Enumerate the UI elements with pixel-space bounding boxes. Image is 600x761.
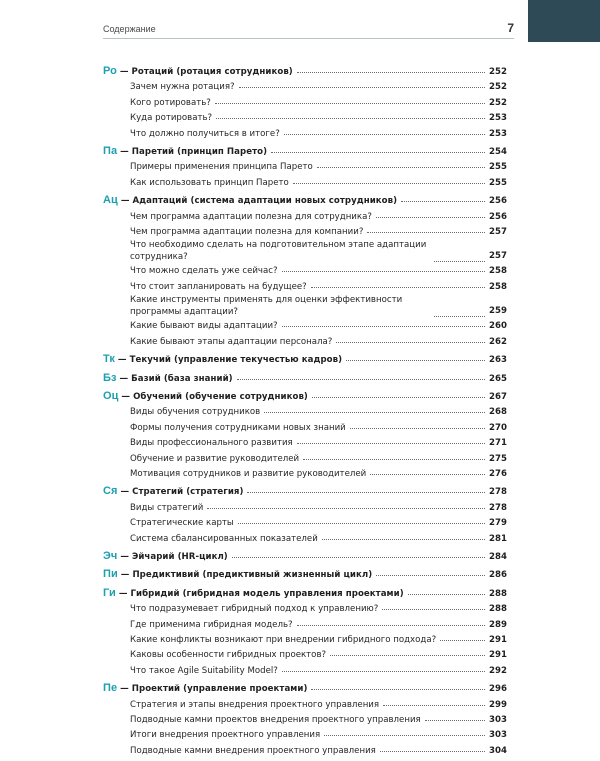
toc-subitem-row[interactable] [103, 663, 507, 678]
subitem-page-number: 262 [489, 336, 507, 347]
toc-section [103, 389, 507, 481]
subitem-title: Что должно получиться в итоге? [130, 128, 280, 139]
dot-leader [282, 662, 485, 672]
dash-separator: — [120, 551, 129, 562]
toc-subitem-row[interactable] [103, 334, 507, 349]
dot-leader [297, 63, 485, 73]
subitem-title: Как использовать принцип Парето [130, 177, 289, 188]
toc-subitem-row[interactable] [103, 420, 507, 435]
dot-leader [284, 125, 485, 135]
dot-leader [440, 631, 485, 641]
dot-leader [401, 192, 485, 202]
dot-leader [232, 548, 485, 558]
dot-leader [238, 514, 485, 524]
toc-subitem-row[interactable] [103, 79, 507, 94]
dot-leader [380, 742, 485, 752]
toc-chapter-row[interactable] [103, 352, 507, 367]
chapter-title: Адаптаций (система адаптации новых сотрудников) [132, 196, 398, 207]
subitem-page-number: 256 [489, 211, 507, 222]
toc-subitem-row[interactable] [103, 601, 507, 616]
dash-separator: — [120, 487, 130, 498]
subitem-title: Куда ротировать? [130, 113, 213, 124]
subitem-page-number: 288 [489, 604, 507, 615]
subitem-page-number: 278 [489, 502, 507, 513]
toc-subitem-row[interactable] [103, 279, 507, 294]
dash-separator: — [117, 355, 127, 366]
toc-subitem-row[interactable] [103, 435, 507, 450]
dash-separator: — [119, 373, 129, 384]
dot-leader [215, 94, 485, 104]
subitem-page-number: 291 [489, 650, 507, 661]
subitem-title: Стратегические карты [130, 518, 234, 529]
toc-section [103, 567, 507, 582]
dot-leader [383, 696, 485, 706]
dot-leader [317, 158, 485, 168]
dash-separator: — [119, 67, 129, 77]
toc-subitem-row[interactable] [103, 451, 507, 466]
chapter-abbr: Пи [103, 568, 118, 581]
dot-leader [297, 616, 485, 626]
toc-section [103, 144, 507, 190]
subitem-title: Какие инструменты применять для оценки эффективности программы адаптации? [130, 295, 403, 318]
subitem-title: Какие бывают виды адаптации? [130, 321, 278, 332]
chapter-title: Предиктивий (предиктивный жизненный цикл) [132, 570, 373, 581]
dot-leader [346, 351, 485, 361]
toc-chapter-row[interactable] [103, 567, 507, 582]
subitem-title: Обучение и развитие руководителей [130, 453, 300, 464]
chapter-label [103, 390, 308, 404]
toc-section [103, 352, 507, 367]
subitem-title: Каковы особенности гибридных проектов? [130, 650, 327, 661]
subitem-title: Зачем нужна ротация? [130, 82, 235, 93]
chapter-title: Гибридий (гибридная модель управления проектами) [130, 588, 404, 599]
chapter-page-number: 278 [489, 487, 507, 498]
subitem-title: Какие конфликты возникают при внедрении гибридного подхода? [130, 635, 437, 645]
subitem-title: Система сбалансированных показателей [130, 533, 318, 544]
subitem-title: Формы получения сотрудниками новых знаний [130, 422, 346, 433]
dash-separator: — [121, 391, 131, 402]
subitem-title: Чем программа адаптации полезна для сотрудника? [130, 211, 372, 222]
dot-leader [297, 434, 485, 444]
dot-leader [311, 278, 485, 288]
toc-subitem-row[interactable] [103, 531, 507, 546]
subitem-page-number: 281 [489, 533, 507, 544]
dot-leader [293, 174, 485, 184]
dot-leader [350, 419, 485, 429]
subitem-title: Стратегия и этапы внедрения проектного управления [130, 699, 380, 710]
chapter-abbr: Оц [103, 389, 119, 402]
dash-separator: — [120, 196, 130, 207]
subitem-title: Что такое Agile Suitability Model? [130, 665, 278, 676]
chapter-page-number: 263 [489, 355, 507, 366]
toc-subitem-row[interactable] [103, 110, 507, 125]
chapter-abbr: Бз [103, 371, 117, 384]
subitem-page-number: 252 [489, 97, 507, 108]
subitem-page-number: 268 [489, 407, 507, 418]
toc-chapter-row[interactable] [103, 64, 507, 79]
subitem-page-number: 260 [489, 321, 507, 332]
chapter-label [103, 485, 243, 499]
chapter-label [103, 550, 228, 564]
subitem-title: Что стоит запланировать на будущее? [130, 281, 307, 292]
chapter-abbr: Ся [103, 485, 118, 498]
toc-section [103, 484, 507, 546]
subitem-title: Что необходимо сделать на подготовительном этапе адаптации сотрудника? [130, 240, 427, 263]
chapter-label [103, 568, 372, 582]
toc-subitem-row[interactable] [103, 159, 507, 174]
subitem-title: Что можно сделать уже сейчас? [130, 266, 278, 277]
toc-subitem-row[interactable] [103, 515, 507, 530]
subitem-page-number: 258 [489, 266, 507, 277]
toc-subitem-row[interactable] [103, 175, 507, 190]
subitem-title: Что подразумевает гибридный подход к управлению? [130, 604, 379, 615]
subitem-title: Чем программа адаптации полезна для компании? [130, 227, 364, 238]
dot-leader [376, 208, 485, 218]
dot-leader [367, 223, 485, 233]
subitem-page-number: 259 [489, 305, 507, 316]
subitem-page-number: 304 [489, 745, 507, 756]
dash-separator: — [118, 588, 128, 599]
subitem-title: Виды стратегий [130, 502, 204, 513]
toc-subitem-row[interactable] [103, 224, 507, 239]
toc-subitem-row[interactable] [103, 209, 507, 224]
subitem-title: Подводные камни проектов внедрения проектного управления [130, 715, 421, 726]
chapter-page-number: 296 [489, 684, 507, 695]
dot-leader [425, 711, 485, 721]
dot-leader [312, 388, 485, 398]
table-of-contents [103, 64, 507, 761]
subitem-page-number: 253 [489, 128, 507, 139]
subitem-page-number: 271 [489, 438, 507, 449]
subitem-page-number: 292 [489, 665, 507, 676]
toc-section [103, 64, 507, 141]
dot-leader [434, 252, 485, 262]
toc-subitem-row[interactable] [103, 126, 507, 141]
dot-leader [336, 333, 485, 343]
chapter-page-number: 252 [489, 67, 507, 77]
subitem-title: Примеры применения принципа Парето [130, 162, 313, 173]
header-page-number: 7 [507, 21, 514, 35]
toc-subitem-row[interactable] [103, 318, 507, 333]
subitem-title: Мотивация сотрудников и развитие руководителей [130, 468, 367, 479]
subitem-page-number: 275 [489, 453, 507, 464]
dot-leader [434, 307, 485, 317]
dot-leader [207, 499, 485, 509]
toc-subitem-row[interactable] [103, 466, 507, 481]
chapter-title: Обучений (обучение сотрудников) [133, 391, 308, 402]
toc-section [103, 193, 507, 349]
chapter-page-number: 265 [489, 373, 507, 384]
chapter-label [103, 194, 397, 208]
subitem-title: Кого ротировать? [130, 97, 211, 108]
subitem-title: Итоги внедрения проектного управления [130, 730, 321, 741]
toc-subitem-row[interactable] [103, 727, 507, 742]
dot-leader [311, 680, 485, 690]
subitem-title: Где применима гибридная модель? [130, 619, 293, 630]
toc-chapter-row[interactable] [103, 389, 507, 404]
chapter-abbr: Ро [103, 65, 117, 77]
chapter-label [103, 353, 342, 367]
toc-subitem-row[interactable] [103, 263, 507, 278]
toc-subitem-row[interactable] [103, 632, 507, 647]
subitem-page-number: 255 [489, 162, 507, 173]
toc-subitem-row[interactable] [103, 404, 507, 419]
dot-leader [322, 530, 485, 540]
subitem-page-number: 270 [489, 422, 507, 433]
chapter-page-number: 256 [489, 196, 507, 207]
dash-separator: — [120, 147, 129, 158]
toc-subitem-row[interactable] [103, 294, 507, 318]
chapter-label [103, 682, 307, 696]
dot-leader [370, 465, 485, 475]
chapter-abbr: Ац [103, 194, 118, 207]
chapter-title: Базий (база знаний) [131, 373, 233, 384]
chapter-page-number: 286 [489, 570, 507, 581]
dot-leader [239, 78, 485, 88]
subitem-page-number: 257 [489, 251, 507, 262]
dot-leader [303, 450, 485, 460]
chapter-title: Паретий (принцип Парето) [131, 147, 268, 158]
chapter-label [103, 65, 293, 79]
chapter-abbr: Тк [103, 353, 115, 366]
dot-leader [237, 370, 485, 380]
toc-subitem-row[interactable] [103, 617, 507, 632]
page-header [103, 21, 514, 39]
chapter-abbr: Па [103, 145, 118, 158]
subitem-title: Виды профессионального развития [130, 438, 293, 449]
subitem-page-number: 279 [489, 518, 507, 529]
dot-leader [382, 600, 485, 610]
toc-section [103, 681, 507, 758]
subitem-page-number: 303 [489, 730, 507, 741]
dot-leader [282, 317, 485, 327]
toc-subitem-row[interactable] [103, 500, 507, 515]
chapter-title: Ротаций (ротация сотрудников) [131, 67, 293, 77]
toc-subitem-row[interactable] [103, 697, 507, 712]
toc-chapter-row[interactable] [103, 586, 507, 601]
toc-subitem-row[interactable] [103, 95, 507, 110]
dot-leader [376, 566, 485, 576]
dot-leader [408, 585, 485, 595]
dot-leader [330, 646, 485, 656]
chapter-label [103, 372, 233, 386]
subitem-page-number: 258 [489, 281, 507, 292]
subitem-page-number: 303 [489, 715, 507, 726]
chapter-page-number: 288 [489, 588, 507, 599]
chapter-label [103, 145, 267, 159]
chapter-label [103, 587, 404, 601]
dot-leader [271, 143, 485, 153]
chapter-abbr: Эч [103, 549, 118, 562]
toc-chapter-row[interactable] [103, 681, 507, 696]
chapter-page-number: 254 [489, 147, 507, 158]
chapter-page-number: 267 [489, 391, 507, 402]
dash-separator: — [120, 684, 129, 695]
toc-section [103, 586, 507, 678]
toc-subitem-row[interactable] [103, 743, 507, 758]
dot-leader [247, 483, 485, 493]
header-title: Содержание [103, 24, 156, 34]
subitem-page-number: 255 [489, 177, 507, 188]
toc-subitem-row[interactable] [103, 647, 507, 662]
subitem-title: Какие бывают этапы адаптации персонала? [130, 336, 333, 347]
toc-chapter-row[interactable] [103, 144, 507, 159]
subitem-page-number: 276 [489, 468, 507, 479]
dot-leader [216, 109, 485, 119]
toc-chapter-row[interactable] [103, 193, 507, 208]
chapter-title: Проектий (управление проектами) [131, 684, 308, 695]
toc-subitem-row[interactable] [103, 712, 507, 727]
chapter-page-number: 284 [489, 551, 507, 562]
toc-subitem-row[interactable] [103, 239, 507, 263]
chapter-abbr: Ги [103, 586, 116, 599]
toc-section [103, 549, 507, 564]
subitem-page-number: 299 [489, 699, 507, 710]
chapter-title: Стратегий (стратегия) [132, 487, 244, 498]
subitem-page-number: 253 [489, 113, 507, 124]
dot-leader [324, 726, 485, 736]
corner-tab [528, 0, 600, 42]
dot-leader [264, 403, 485, 413]
toc-section [103, 371, 507, 386]
subitem-page-number: 289 [489, 619, 507, 630]
subitem-title: Подводные камни внедрения проектного управления [130, 745, 376, 756]
subitem-title: Виды обучения сотрудников [130, 407, 261, 418]
dot-leader [282, 262, 485, 272]
chapter-title: Текучий (управление текучестью кадров) [129, 355, 343, 366]
subitem-page-number: 291 [489, 635, 507, 645]
chapter-abbr: Пе [103, 682, 118, 695]
dash-separator: — [120, 570, 130, 581]
toc-chapter-row[interactable] [103, 549, 507, 564]
toc-chapter-row[interactable] [103, 371, 507, 386]
subitem-page-number: 252 [489, 82, 507, 93]
toc-chapter-row[interactable] [103, 484, 507, 499]
chapter-title: Эйчарий (HR-цикл) [131, 551, 228, 562]
subitem-page-number: 257 [489, 227, 507, 238]
